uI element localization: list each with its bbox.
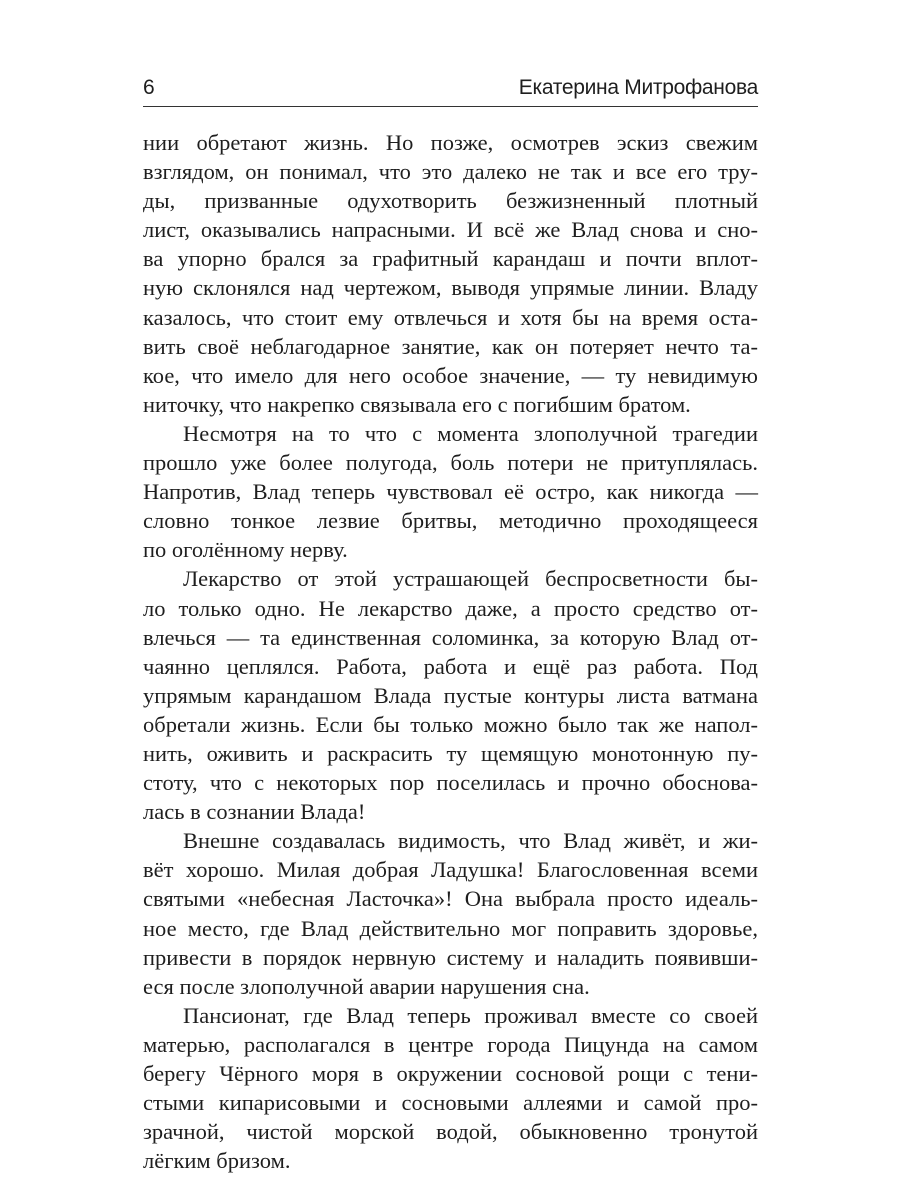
- paragraph: [143, 564, 758, 826]
- text-line: Напротив, Влад теперь чувствовал её остро, как никогда —: [143, 479, 758, 505]
- text-line: нить, оживить и раскрасить ту щемящую монотонную пу-: [143, 740, 758, 766]
- text-line: Несмотря на то что с момента злополучной трагедии: [183, 420, 758, 446]
- text-line: ло только одно. Не лекарство даже, а просто средство от-: [143, 595, 758, 621]
- paragraph: [143, 128, 758, 419]
- text-line: казалось, что стоит ему отвлечься и хотя бы на время оста-: [143, 304, 758, 330]
- text-line: обретали жизнь. Если бы только можно было так же напол-: [143, 711, 758, 737]
- text-line: святыми «небесная Ласточка»! Она выбрала просто идеаль-: [143, 886, 758, 912]
- paragraph: [143, 1001, 758, 1176]
- text-line: словно тонкое лезвие бритвы, методично проходящееся: [143, 508, 758, 534]
- text-line: вёт хорошо. Милая добрая Ладушка! Благословенная всеми: [143, 857, 758, 883]
- text-line: кое, что имело для него особое значение, — ту невидимую: [143, 362, 758, 388]
- paragraph: [143, 419, 758, 564]
- text-line: взглядом, он понимал, что это далеко не так и все его тру-: [143, 159, 758, 185]
- text-line: берегу Чёрного моря в окружении сосновой рощи с тени-: [143, 1061, 758, 1086]
- text-line: нии обретают жизнь. Но позже, осмотрев эскиз свежим: [143, 130, 758, 155]
- running-header: [143, 74, 758, 107]
- text-line: еся после злополучной аварии нарушения сна.: [143, 973, 590, 999]
- text-line: прошло уже более полугода, боль потери не притуплялась.: [143, 450, 758, 476]
- text-line: вить своё неблагодарное занятие, как он потеряет нечто та-: [143, 333, 758, 359]
- text-line: зрачной, чистой морской водой, обыкновенно тронутой: [143, 1119, 758, 1145]
- author-name: Екатерина Митрофанова: [518, 76, 758, 99]
- text-line: Лекарство от этой устрашающей беспросветности бы-: [183, 566, 758, 592]
- text-line: привести в порядок нервную систему и наладить появивши-: [143, 944, 758, 970]
- text-line: матерью, располагался в центре города Пицунда на самом: [143, 1031, 758, 1057]
- text-line: стыми кипарисовыми и сосновыми аллеями и самой про-: [143, 1090, 758, 1116]
- text-line: Внешне создавалась видимость, что Влад живёт, и жи-: [183, 828, 758, 854]
- text-line: лась в сознании Влада!: [143, 799, 366, 825]
- body-text: [143, 128, 758, 1175]
- text-line: лёгким бризом.: [143, 1148, 291, 1174]
- text-line: влечься — та единственная соломинка, за которую Влад от-: [143, 624, 758, 650]
- text-line: чаянно цеплялся. Работа, работа и ещё раз работа. Под: [143, 653, 758, 679]
- page-number: 6: [143, 76, 155, 99]
- text-line: ды, призванные одухотворить безжизненный плотный: [143, 188, 758, 214]
- text-line: упрямым карандашом Влада пустые контуры листа ватмана: [143, 682, 758, 708]
- text-line: ное место, где Влад действительно мог поправить здоровье,: [143, 915, 758, 941]
- text-line: стоту, что с некоторых пор поселилась и прочно обоснова-: [143, 770, 758, 796]
- text-line: ва упорно брался за графитный карандаш и почти вплот-: [143, 246, 758, 272]
- text-line: лист, оказывались напрасными. И всё же Влад снова и сно-: [143, 217, 758, 243]
- text-line: ниточку, что накрепко связывала его с погибшим братом.: [143, 391, 691, 417]
- text-line: Пансионат, где Влад теперь проживал вместе со своей: [183, 1002, 758, 1028]
- text-line: ную склонялся над чертежом, выводя упрямые линии. Владу: [143, 275, 758, 301]
- text-line: по оголённому нерву.: [143, 537, 348, 563]
- paragraph: [143, 826, 758, 1001]
